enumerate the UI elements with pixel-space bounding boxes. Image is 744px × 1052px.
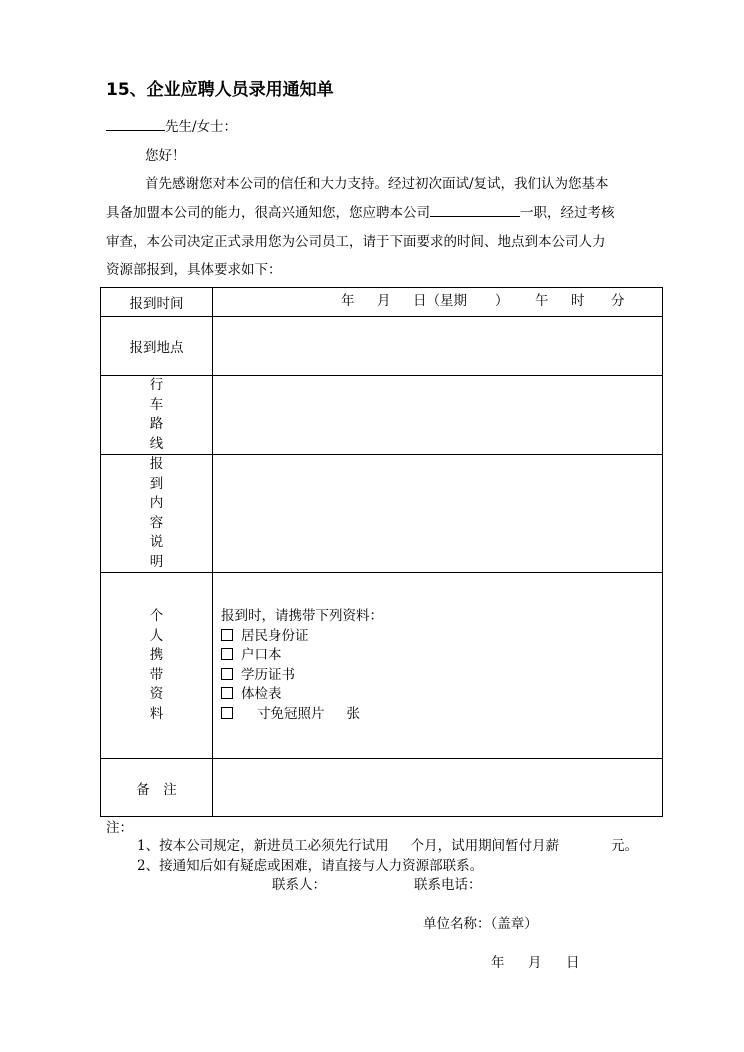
label-char: 车 [149,396,164,413]
label-char: 路 [149,416,164,432]
label-char: 明 [149,553,164,570]
row-route [101,376,663,455]
label-char: 报 [149,456,164,472]
item-label: 张 [346,705,360,722]
label-char: 料 [149,705,164,722]
salutation-text: 先生/女士： [165,119,238,135]
note-2: 2、接通知后如有疑虑或困难，请直接与人力资源部联系。 [137,858,484,874]
body-line-3: 审查，本公司决定正式录用您为公司员工，请于下面要求的时间、地点到本公司人力 [106,234,606,250]
item-label: 体检表 [241,686,282,702]
date-minute: 分 [611,293,625,309]
label-report-time: 报到时间 [101,288,213,317]
position-blank[interactable] [430,216,520,217]
name-blank[interactable] [106,130,165,131]
checkbox-icon[interactable] [221,707,233,719]
label-char: 资 [149,686,164,702]
contact-person: 联系人： [272,877,326,893]
note-1-part-b: 个月，试用期间暂付月薪 [410,838,560,854]
sign-date-day: 日 [566,955,580,971]
note-1-part-c: 元。 [611,838,639,854]
date-year: 年 [341,293,355,309]
item-row [221,646,662,666]
report-form-table [100,287,663,817]
item-label: 居民身份证 [241,627,309,644]
label-char: 到 [149,475,164,492]
report-time-field[interactable] [213,288,663,317]
row-remarks [101,759,663,817]
item-label: 户口本 [241,647,282,663]
row-report-time [101,288,663,317]
body-line-1: 首先感谢您对本公司的信任和大力支持。经过初次面试/复试，我们认为您基本 [145,176,609,192]
label-char: 行 [149,377,164,393]
item-label: 学历证书 [241,666,295,683]
item-row [221,705,662,725]
label-char: 人 [149,627,164,644]
note-1-part-a: 1、按本公司规定，新进员工必须先行试用 [137,838,389,854]
checkbox-icon[interactable] [221,629,233,641]
row-content [101,455,663,573]
greeting: 您好！ [145,148,186,164]
item-row [221,685,662,705]
item-row [221,666,662,686]
company-seal: 单位名称：（盖章） [423,916,538,932]
label-char: 携 [149,647,164,663]
label-route [101,376,213,455]
label-char: 线 [149,435,164,452]
date-day-weekday: 日（星期 [413,293,467,309]
label-items [101,573,213,759]
label-char: 容 [149,514,164,531]
row-report-place [101,317,663,376]
checkbox-icon[interactable] [221,648,233,660]
note-1 [137,840,638,854]
label-char: 个 [149,608,164,624]
route-field[interactable] [213,376,663,455]
salutation-line [106,121,237,135]
date-hour: 时 [571,293,585,309]
checkbox-icon[interactable] [221,687,233,699]
label-char: 带 [149,666,164,683]
sign-date-year: 年 [491,955,505,971]
sign-date-month: 月 [528,955,542,971]
label-report-place: 报到地点 [101,317,213,376]
date-month: 月 [377,293,391,309]
body-line-4: 资源部报到，具体要求如下： [106,262,282,278]
checkbox-icon[interactable] [221,668,233,680]
items-field [213,573,663,759]
report-place-field[interactable] [213,317,663,376]
document-title: 15、企业应聘人员录用通知单 [106,80,334,100]
remarks-field[interactable] [213,759,663,817]
body-line-2-end: 一职，经过考核 [520,205,615,221]
item-row [221,627,662,647]
body-line-2 [106,207,615,221]
item-label: 寸免冠照片 [257,705,325,722]
contact-phone: 联系电话： [414,877,482,893]
label-remarks: 备 注 [101,759,213,817]
label-char: 说 [149,534,164,550]
date-ampm: 午 [535,293,549,309]
notes-label: 注： [106,820,133,836]
content-field[interactable] [213,455,663,573]
body-line-2-start: 具备加盟本公司的能力，很高兴通知您，您应聘本公司 [106,205,430,221]
items-intro: 报到时，请携带下列资料： [221,608,383,624]
label-content [101,455,213,573]
row-items [101,573,663,759]
label-char: 内 [149,495,164,511]
date-weekday-close: ） [495,293,509,309]
